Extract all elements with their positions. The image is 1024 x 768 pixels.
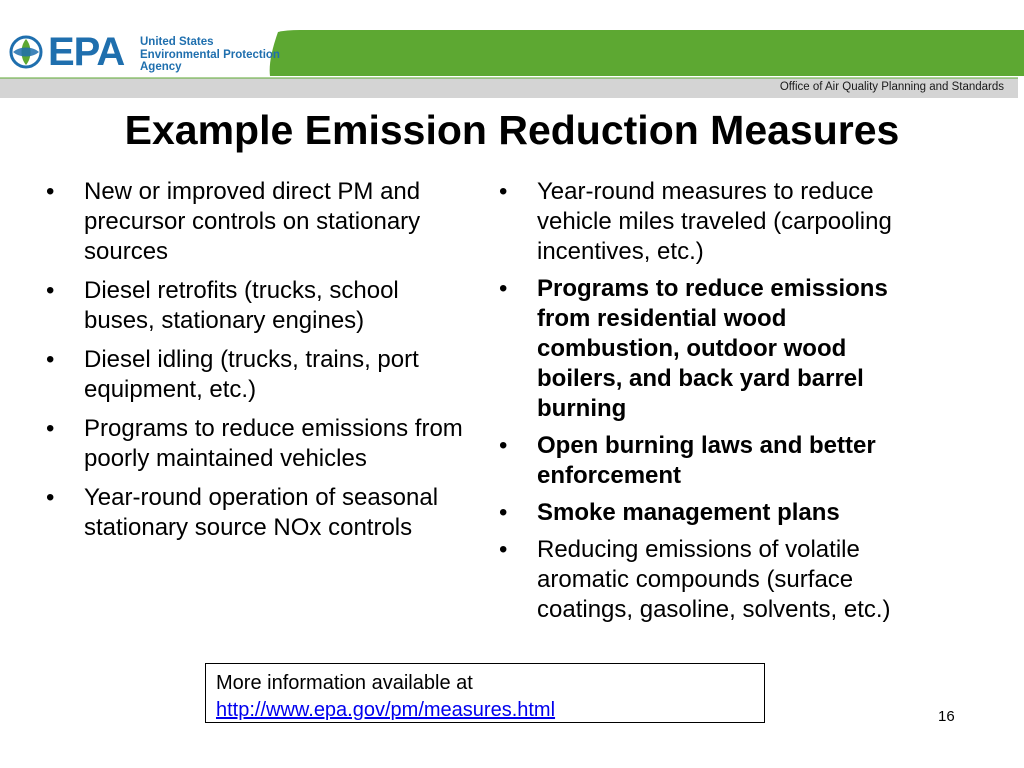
epa-flower-icon [8,34,44,70]
list-item-text: Programs to reduce emissions from poorly maintained vehicles [84,415,463,472]
list-item-text: Year-round operation of seasonal stationary source NOx controls [84,484,439,541]
list-item-text: Diesel idling (trucks, trains, port equipment, etc.) [84,346,419,403]
list-item-bold [497,431,927,491]
more-info-box [205,663,765,723]
bullet: • [499,178,508,205]
list-item [44,276,474,336]
left-bullet-list [44,177,474,552]
bullet: • [46,415,55,442]
agency-line: United States [140,36,214,48]
page-number: 16 [938,708,955,725]
agency-name [140,36,280,74]
list-item-text: Smoke management plans [537,499,840,526]
list-item [44,345,474,405]
list-item [44,414,474,474]
list-item [44,177,474,267]
list-item-text: Reducing emissions of volatile aromatic compounds (surface coatings, gasoline, solvents, etc.) [537,536,891,623]
bullet: • [46,277,55,304]
office-name: Office of Air Quality Planning and Standards [779,81,1004,93]
bullet: • [46,178,55,205]
list-item-bold [497,274,927,424]
list-item [44,483,474,543]
list-item-text: Year-round measures to reduce vehicle miles traveled (carpooling incentives, etc.) [537,178,892,265]
list-item-text: Open burning laws and better enforcement [537,432,876,489]
slide-header [0,0,1024,100]
agency-line: Agency [140,61,182,73]
measures-link[interactable]: http://www.epa.gov/pm/measures.html [216,699,556,721]
more-info-text: More information available at [216,672,473,694]
bullet: • [499,536,508,563]
list-item-text: Programs to reduce emissions from residential wood combustion, outdoor wood boilers, and back yard barrel burning [537,275,888,422]
list-item-text: Diesel retrofits (trucks, school buses, stationary engines) [84,277,399,334]
epa-wordmark: EPA [48,30,125,74]
bullet: • [46,484,55,511]
list-item [497,177,927,267]
agency-line: Environmental Protection [140,48,280,61]
bullet: • [499,275,508,302]
bullet: • [46,346,55,373]
bullet: • [499,499,508,526]
list-item-text: New or improved direct PM and precursor controls on stationary sources [84,178,421,265]
bullet: • [499,432,508,459]
list-item [497,535,927,625]
slide-title: Example Emission Reduction Measures [124,107,900,153]
list-item-bold [497,498,927,528]
right-bullet-list [497,177,927,632]
